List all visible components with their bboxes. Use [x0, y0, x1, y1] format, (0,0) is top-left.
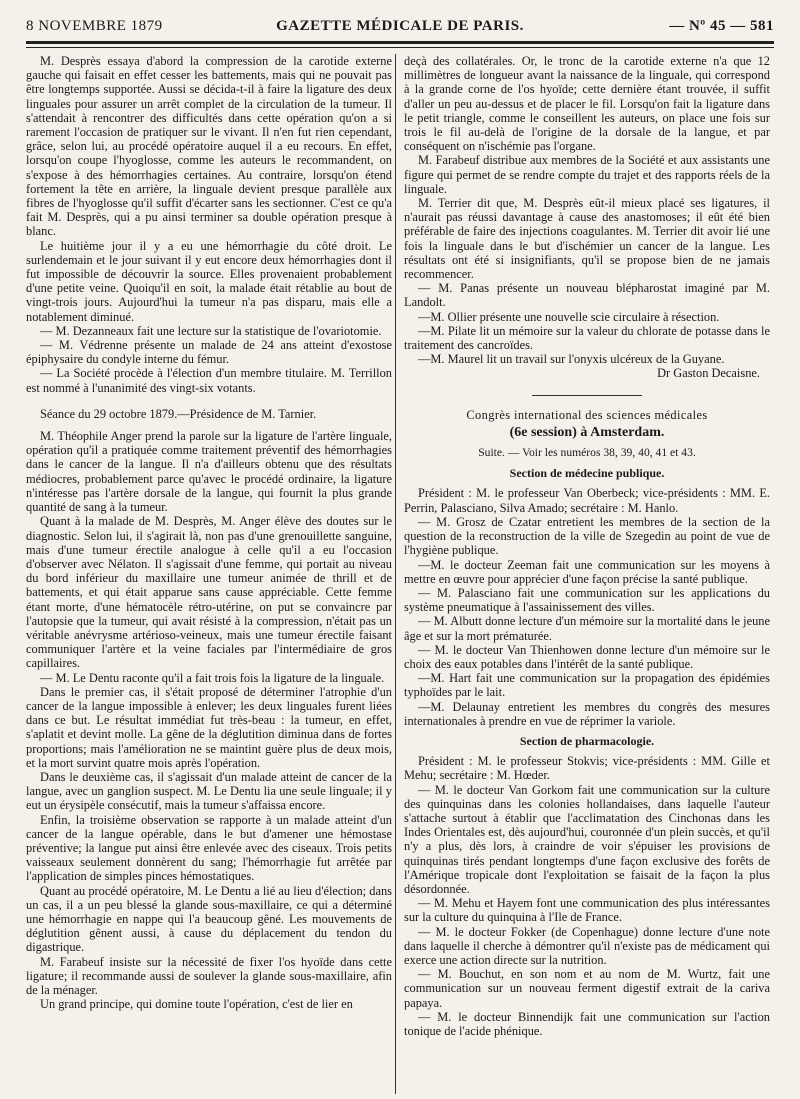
- paragraph: Président : M. le professeur Stokvis; vice-présidents : MM. Gille et Mehu; secrétaire : M. Hœder.: [404, 754, 770, 783]
- paragraph: — M. le docteur Van Thienhowen donne lecture d'un mémoire sur le choix des eaux potables dans l'intérêt de la santé publique.: [404, 642, 770, 671]
- left-column: [26, 54, 392, 1094]
- section-heading-public-medicine: Section de médecine publique.: [509, 466, 665, 481]
- paragraph: — M. le docteur Van Gorkom fait une communication sur la culture des quinquinas dans les colonies hollandaises, dans laquelle l'auteur s'attache surtout à établir que l'acclimatation des Cinchonas dans les Indes Orientales est, dès aujourd'hui, couronnée d'un plein succès, et qu'il n'y a plus, dès lors, à craindre de voir s'épuiser les provisions de quinquinas tirés pendant longtemps d'une façon exclusive des forêts de l'Amérique tropicale dont l'exploitation se faisait de la façon la plus désordonnée.: [404, 782, 770, 896]
- author-signature: Dr Gaston Decaisne.: [657, 366, 760, 381]
- paragraph: Quant à la malade de M. Desprès, M. Anger élève des doutes sur le diagnostic. Selon lui, il s'agirait là, non pas d'une grenouillette sanguine, mais d'une tumeur érectile analogue à celle qu'il a eu l'occasion d'observer avec Nélaton. Il s'agissait d'une femme, qui portait au niveau du bord inférieur du maxillaire une tumeur animée de thrill et de battements, et qui était apparue sans cause appréciable. Cette femme étant morte, d'une hématocèle rétro-utérine, on put se convaincre par l'autopsie que la tumeur, qui avait résisté à la compression, n'était pas un véritable anévrysme artérioso-veineux, mais une tumeur érectile faisant communiquer l'artère et la veine faciales par l'intermédiaire de gros capillaires.: [26, 514, 392, 671]
- seance-heading: Séance du 29 octobre 1879.—Présidence de M. Tarnier.: [40, 406, 317, 421]
- paragraph: — M. le docteur Fokker (de Copenhague) donne lecture d'une note dans laquelle il cherche à démontrer qu'il n'existe pas de médicament qui exerce une action directe sur la nutrition.: [404, 924, 770, 967]
- paragraph: deçà des collatérales. Or, le tronc de la carotide externe n'a que 12 millimètres de longueur avant la naissance de la linguale, qui correspond à la grande corne de l'os hyoïde; cette dernière étant trouvée, il suffit d'aller un peu au-dessus et de placer le fil. Lorsqu'on fait la ligature dans le petit triangle, comme le conseillent les auteurs, on place une fois sur trois le fil au-delà de l'origine de la dorsale de la langue, et par conséquent on n'ischémie pas l'organe.: [404, 54, 770, 154]
- paragraph: Dans le deuxième cas, il s'agissait d'un malade atteint de cancer de la langue, avec un ganglion suspect. M. Le Dentu lia une seule linguale; il y eut un érysipèle consécutif, mais la tumeur s'affaissa encore.: [26, 769, 392, 813]
- paragraph: — M. Védrenne présente un malade de 24 ans atteint d'exostose épiphysaire du condyle interne du fémur.: [26, 338, 392, 367]
- paragraph: M. Farabeuf insiste sur la nécessité de fixer l'os hyoïde dans cette ligature; il recommande aussi de soulever la glande sous-maxillaire, afin de la ménager.: [26, 954, 392, 997]
- paragraph: —M. Ollier présente une nouvelle scie circulaire à résection.: [418, 309, 720, 324]
- right-column: [404, 54, 770, 1094]
- header-issue-page: — Nº 45 — 581: [669, 18, 774, 34]
- paragraph: —M. Maurel lit un travail sur l'onyxis ulcéreux de la Guyane.: [418, 352, 725, 367]
- paragraph: Enfin, la troisième observation se rapporte à un malade atteint d'un cancer de la langue opérable, dans le but d'amener une hémostase préventive; la langue put ainsi être enlevée avec des ciseaux. Trois petits vaisseaux seulement donnèrent du sang; l'hémorrhagie fut arrêtée par l'application de simples pinces hémostatiques.: [26, 812, 392, 884]
- paragraph: Un grand principe, qui domine toute l'opération, c'est de lier en: [40, 997, 353, 1012]
- paragraph: M. Desprès essaya d'abord la compression de la carotide externe gauche qui faisait en effet cesser les battements, mais qui ne pouvait pas être longtemps supportée. Aussi se décida-t-il à faire la ligature des deux linguales pour assurer un arrêt complet de la circulation de la tumeur. Il s'attendait à rencontrer des difficultés dans cette opération qu'on a si rarement l'occasion de pratiquer sur le vivant. Il n'en fut rien cependant, grâce, selon lui, au procédé opératoire auquel il a eu recours. En effet, lorsqu'on coupe l'hyoglosse, comme les auteurs le recommandent, on s'expose à des hémorrhagies certaines. Au contraire, lorsqu'on étend fortement la tête en arrière, la linguale devient presque parallèle aux fibres de l'hyoglosse qu'il suffit d'écarter sans les sectionner. C'est ce qu'a fait M. Desprès, qui a pu ainsi terminer sa double opération presque à blanc.: [26, 54, 392, 239]
- paragraph: Le huitième jour il y a eu une hémorrhagie du côté droit. Le surlendemain et le jour suivant il y eut encore deux hémorrhagies dont il fut impossible de découvrir la source. Elles provenaient probablement d'une petite veine. Quoiqu'il en soit, la malade était rétablie au bout de vingt-trois jours. Aujourd'hui la tumeur n'a pas disparu, mais elle a notablement diminué.: [26, 238, 392, 324]
- congress-title: Congrès international des sciences médicales: [466, 407, 708, 422]
- paragraph: — M. Le Dentu raconte qu'il a fait trois fois la ligature de la linguale.: [40, 670, 385, 685]
- paragraph: M. Théophile Anger prend la parole sur la ligature de l'artère linguale, opération qu'il a pratiquée comme traitement préventif des hémorrhagies dans le cancer de la langue. Il n'a d'ailleurs obtenu que des résultats médiocres, probablement parce qu'avec le procédé ordinaire, la ligature n'intéresse pas l'artère dorsale de la langue, qui fournit la plus grande quantité de sang à la tumeur.: [26, 429, 392, 515]
- congress-continuation-note: Suite. — Voir les numéros 38, 39, 40, 41 et 43.: [478, 446, 696, 460]
- paragraph: — M. Bouchut, en son nom et au nom de M. Wurtz, fait une communication sur un nouveau ferment digestif extrait de la cariva papaya.: [404, 967, 770, 1010]
- paragraph: —M. Hart fait une communication sur la propagation des épidémies typhoïdes par le lait.: [404, 671, 770, 700]
- paragraph: Quant au procédé opératoire, M. Le Dentu a lié au lieu d'élection; dans un cas, il a un peu blessé la glande sous-maxillaire, ce qui a déterminé une hémorrhagie en nappe qui l'a beaucoup gêné. Les mouvements de déglutition gênent aussi, à cause du déplacement du tendon du digastrique.: [26, 883, 392, 955]
- congress-session: (6e session) à Amsterdam.: [509, 424, 665, 440]
- paragraph: M. Farabeuf distribue aux membres de la Société et aux assistants une figure qui permet de se rendre compte du trajet et des rapports réels de la linguale.: [404, 153, 770, 196]
- paragraph: —M. Pilate lit un mémoire sur la valeur du chlorate de potasse dans le traitement des cancroïdes.: [404, 323, 770, 353]
- paragraph: —M. Delaunay entretient les membres du congrès des mesures internationales à prendre en vue de réprimer la variole.: [404, 699, 770, 728]
- paragraph: — M. Palasciano fait une communication sur les applications du système pneumatique à l'assainissement des villes.: [404, 585, 770, 615]
- page-header: [26, 18, 774, 40]
- paragraph: —M. le docteur Zeeman fait une communication sur les moyens à mettre en œuvre pour apprécier d'une façon précise la santé publique.: [404, 557, 770, 586]
- paragraph: — La Société procède à l'élection d'un membre titulaire. M. Terrillon est nommé à l'unanimité des vingt-six votants.: [26, 366, 392, 395]
- paragraph: M. Terrier dit que, M. Desprès eût-il mieux placé ses ligatures, il n'aurait pas réussi davantage à cause des anastomoses; il eût été bien préférable de faire des injections coagulantes. M. Terrier dit avoir lié une fois la linguale dans le but d'ischémier un cancer de la langue. Les résultats ont été si insignifiants, qu'il se propose bien de ne jamais recommencer.: [404, 196, 770, 282]
- paragraph: — M. Dezanneaux fait une lecture sur la statistique de l'ovariotomie.: [40, 323, 382, 338]
- paragraph: Président : M. le professeur Van Oberbeck; vice-présidents : MM. E. Perrin, Palasciano, Silva Amado; secrétaire : M. Hanlo.: [404, 486, 770, 515]
- paragraph: — M. Grosz de Czatar entretient les membres de la section de la question de la reconstruction de la ville de Szegedin au point de vue de l'hygiène publique.: [404, 514, 770, 558]
- section-separator: [532, 395, 642, 396]
- section-heading-pharmacology: Section de pharmacologie.: [519, 733, 655, 748]
- header-rule-thin: [26, 47, 774, 48]
- paragraph: — M. Mehu et Hayem font une communication des plus intéressantes sur la culture du quinquina à l'Ile de France.: [404, 896, 770, 925]
- paragraph: Dans le premier cas, il s'était proposé de déterminer l'atrophie d'un cancer de la langue impossible à enlever; les deux linguales furent liées dans ce but. Le résultat immédiat fut très-beau : la tumeur, en effet, s'aplatit et devint molle. La gêne de la déglutition diminua dans de fortes proportions; mais l'amélioration ne se maintint guère plus de deux mois, et la mort survint quatre mois après l'opération.: [26, 684, 392, 770]
- column-divider: [395, 54, 396, 1094]
- paragraph: — M. Panas présente un nouveau blépharostat imaginé par M. Landolt.: [404, 281, 770, 310]
- header-title: GAZETTE MÉDICALE DE PARIS.: [276, 18, 524, 34]
- header-rule-thick: [26, 41, 774, 44]
- paragraph: — M. le docteur Binnendijk fait une communication sur l'action tonique de l'acide phénique.: [404, 1009, 770, 1038]
- paragraph: — M. Albutt donne lecture d'un mémoire sur la mortalité dans le jeune âge et sur la mort prématurée.: [404, 614, 770, 643]
- header-date: 8 NOVEMBRE 1879: [26, 18, 163, 34]
